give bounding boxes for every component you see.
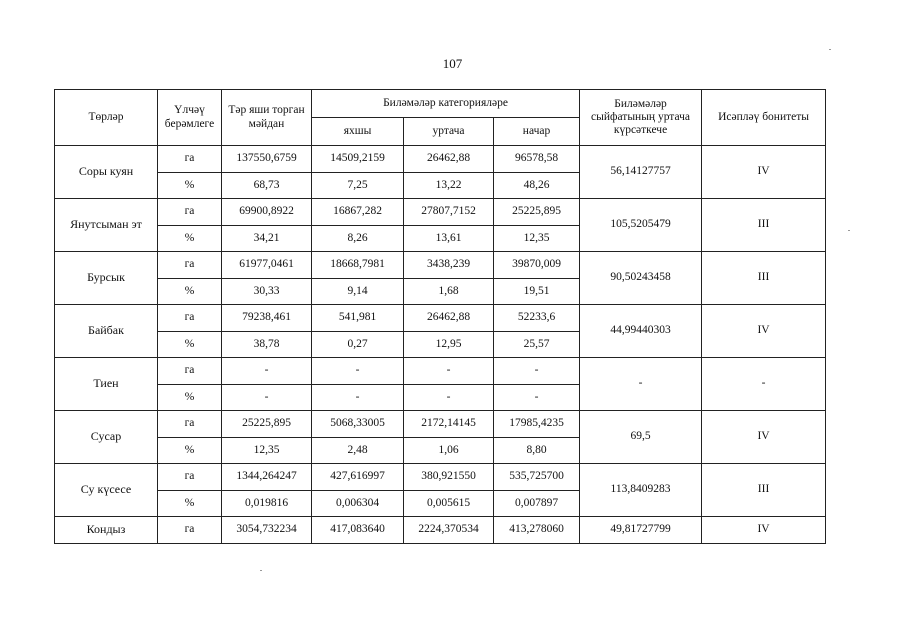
scan-speck (848, 230, 850, 231)
area-cell: 79238,461 (222, 305, 312, 332)
poor-cell: 12,35 (494, 225, 580, 252)
medium-cell: 1,06 (404, 437, 494, 464)
medium-cell: 0,005615 (404, 490, 494, 517)
poor-cell: 0,007897 (494, 490, 580, 517)
medium-cell: 26462,88 (404, 305, 494, 332)
unit-cell: % (158, 331, 222, 358)
species-name: Су күсесе (55, 464, 158, 517)
bonitet-cell: IV (702, 146, 826, 199)
bonitet-cell: IV (702, 517, 826, 544)
area-cell: 1344,264247 (222, 464, 312, 491)
header-unit: Үлчәү берәмлеге (158, 90, 222, 146)
poor-cell: 17985,4235 (494, 411, 580, 438)
good-cell: - (312, 358, 404, 385)
unit-cell: % (158, 437, 222, 464)
area-cell: 61977,0461 (222, 252, 312, 279)
medium-cell: 3438,239 (404, 252, 494, 279)
header-poor: начар (494, 118, 580, 146)
unit-cell: % (158, 490, 222, 517)
species-name: Сусар (55, 411, 158, 464)
species-name: Байбак (55, 305, 158, 358)
good-cell: 14509,2159 (312, 146, 404, 173)
medium-cell: 13,61 (404, 225, 494, 252)
habitat-table (54, 89, 826, 544)
good-cell: 427,616997 (312, 464, 404, 491)
unit-cell: % (158, 278, 222, 305)
good-cell: 0,27 (312, 331, 404, 358)
good-cell: 541,981 (312, 305, 404, 332)
area-cell: 30,33 (222, 278, 312, 305)
poor-cell: 96578,58 (494, 146, 580, 173)
bonitet-cell: IV (702, 411, 826, 464)
header-species: Төрләр (55, 90, 158, 146)
medium-cell: 26462,88 (404, 146, 494, 173)
unit-cell: га (158, 358, 222, 385)
poor-cell: 52233,6 (494, 305, 580, 332)
header-medium: уртача (404, 118, 494, 146)
quality-cell: 69,5 (580, 411, 702, 464)
quality-cell: - (580, 358, 702, 411)
table-row (55, 411, 826, 438)
species-name: Бурсык (55, 252, 158, 305)
unit-cell: га (158, 146, 222, 173)
unit-cell: га (158, 199, 222, 226)
scan-speck (260, 570, 262, 571)
poor-cell: 413,278060 (494, 517, 580, 544)
area-cell: 34,21 (222, 225, 312, 252)
bonitet-cell: IV (702, 305, 826, 358)
table-row (55, 146, 826, 173)
poor-cell: 39870,009 (494, 252, 580, 279)
unit-cell: га (158, 464, 222, 491)
good-cell: 9,14 (312, 278, 404, 305)
good-cell: - (312, 384, 404, 411)
poor-cell: 19,51 (494, 278, 580, 305)
bonitet-cell: III (702, 252, 826, 305)
poor-cell: - (494, 384, 580, 411)
area-cell: - (222, 358, 312, 385)
medium-cell: - (404, 358, 494, 385)
species-name: Тиен (55, 358, 158, 411)
medium-cell: - (404, 384, 494, 411)
good-cell: 417,083640 (312, 517, 404, 544)
table-row (55, 199, 826, 226)
table-row (55, 517, 826, 544)
area-cell: 12,35 (222, 437, 312, 464)
poor-cell: 25,57 (494, 331, 580, 358)
unit-cell: % (158, 384, 222, 411)
table-row (55, 464, 826, 491)
good-cell: 16867,282 (312, 199, 404, 226)
medium-cell: 27807,7152 (404, 199, 494, 226)
area-cell: 25225,895 (222, 411, 312, 438)
header-area: Тәр яши торган мәйдан (222, 90, 312, 146)
medium-cell: 380,921550 (404, 464, 494, 491)
quality-cell: 105,5205479 (580, 199, 702, 252)
table-row (55, 358, 826, 385)
species-name: Кондыз (55, 517, 158, 544)
quality-cell: 56,14127757 (580, 146, 702, 199)
medium-cell: 13,22 (404, 172, 494, 199)
unit-cell: га (158, 305, 222, 332)
good-cell: 5068,33005 (312, 411, 404, 438)
area-cell: 38,78 (222, 331, 312, 358)
poor-cell: - (494, 358, 580, 385)
area-cell: 137550,6759 (222, 146, 312, 173)
scan-speck (829, 49, 831, 50)
good-cell: 0,006304 (312, 490, 404, 517)
header-row (55, 90, 826, 118)
poor-cell: 535,725700 (494, 464, 580, 491)
good-cell: 7,25 (312, 172, 404, 199)
table-row (55, 252, 826, 279)
area-cell: 0,019816 (222, 490, 312, 517)
table-row (55, 305, 826, 332)
quality-cell: 90,50243458 (580, 252, 702, 305)
unit-cell: га (158, 517, 222, 544)
quality-cell: 44,99440303 (580, 305, 702, 358)
good-cell: 8,26 (312, 225, 404, 252)
good-cell: 2,48 (312, 437, 404, 464)
medium-cell: 1,68 (404, 278, 494, 305)
poor-cell: 48,26 (494, 172, 580, 199)
good-cell: 18668,7981 (312, 252, 404, 279)
unit-cell: га (158, 411, 222, 438)
medium-cell: 2172,14145 (404, 411, 494, 438)
medium-cell: 2224,370534 (404, 517, 494, 544)
species-name: Янутсыман эт (55, 199, 158, 252)
area-cell: 69900,8922 (222, 199, 312, 226)
page-number: 107 (442, 56, 463, 71)
header-categories: Биләмәләр категорияләре (312, 90, 580, 118)
species-name: Соры куян (55, 146, 158, 199)
bonitet-cell: - (702, 358, 826, 411)
medium-cell: 12,95 (404, 331, 494, 358)
area-cell: 3054,732234 (222, 517, 312, 544)
unit-cell: га (158, 252, 222, 279)
poor-cell: 8,80 (494, 437, 580, 464)
area-cell: 68,73 (222, 172, 312, 199)
quality-cell: 113,8409283 (580, 464, 702, 517)
header-quality: Биләмәләр сыйфатының уртача күрсәткече (580, 90, 702, 146)
area-cell: - (222, 384, 312, 411)
unit-cell: % (158, 225, 222, 252)
header-bonitet: Исәпләү бонитеты (702, 90, 826, 146)
bonitet-cell: III (702, 464, 826, 517)
poor-cell: 25225,895 (494, 199, 580, 226)
bonitet-cell: III (702, 199, 826, 252)
header-good: яхшы (312, 118, 404, 146)
quality-cell: 49,81727799 (580, 517, 702, 544)
unit-cell: % (158, 172, 222, 199)
